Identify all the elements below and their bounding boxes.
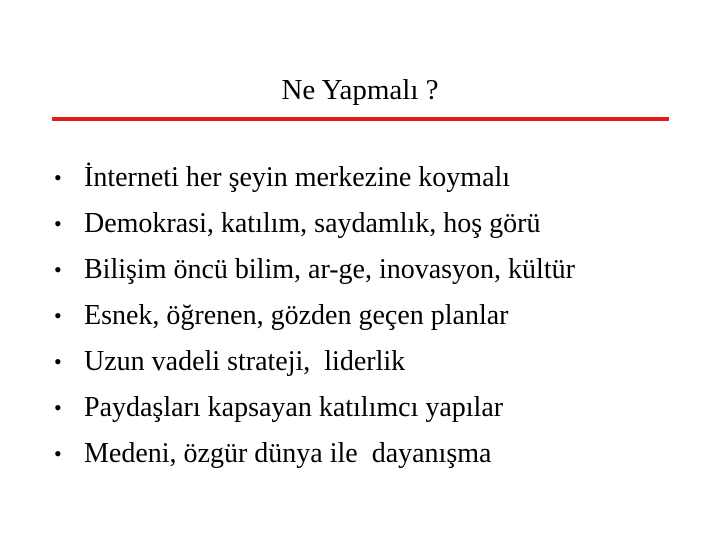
bullet-icon: • — [54, 211, 62, 236]
bullet-icon: • — [54, 395, 62, 420]
bullet-icon: • — [54, 349, 62, 374]
bullet-icon: • — [54, 303, 62, 328]
title-divider — [52, 117, 669, 121]
bullet-text: Demokrasi, katılım, saydamlık, hoş görü — [84, 208, 541, 239]
bullet-text: Paydaşları kapsayan katılımcı yapılar — [84, 392, 504, 423]
bullet-text: Uzun vadeli strateji, liderlik — [84, 346, 406, 377]
bullet-text: İnterneti her şeyin merkezine koymalı — [84, 162, 511, 193]
bullet-icon: • — [54, 441, 62, 466]
bullet-text: Esnek, öğrenen, gözden geçen planlar — [84, 300, 509, 331]
slide-title: Ne Yapmalı ? — [281, 74, 439, 106]
bullet-icon: • — [54, 165, 62, 190]
bullet-text: Medeni, özgür dünya ile dayanışma — [84, 438, 492, 469]
bullet-icon: • — [54, 257, 62, 282]
bullet-text: Bilişim öncü bilim, ar-ge, inovasyon, kültür — [84, 254, 575, 285]
